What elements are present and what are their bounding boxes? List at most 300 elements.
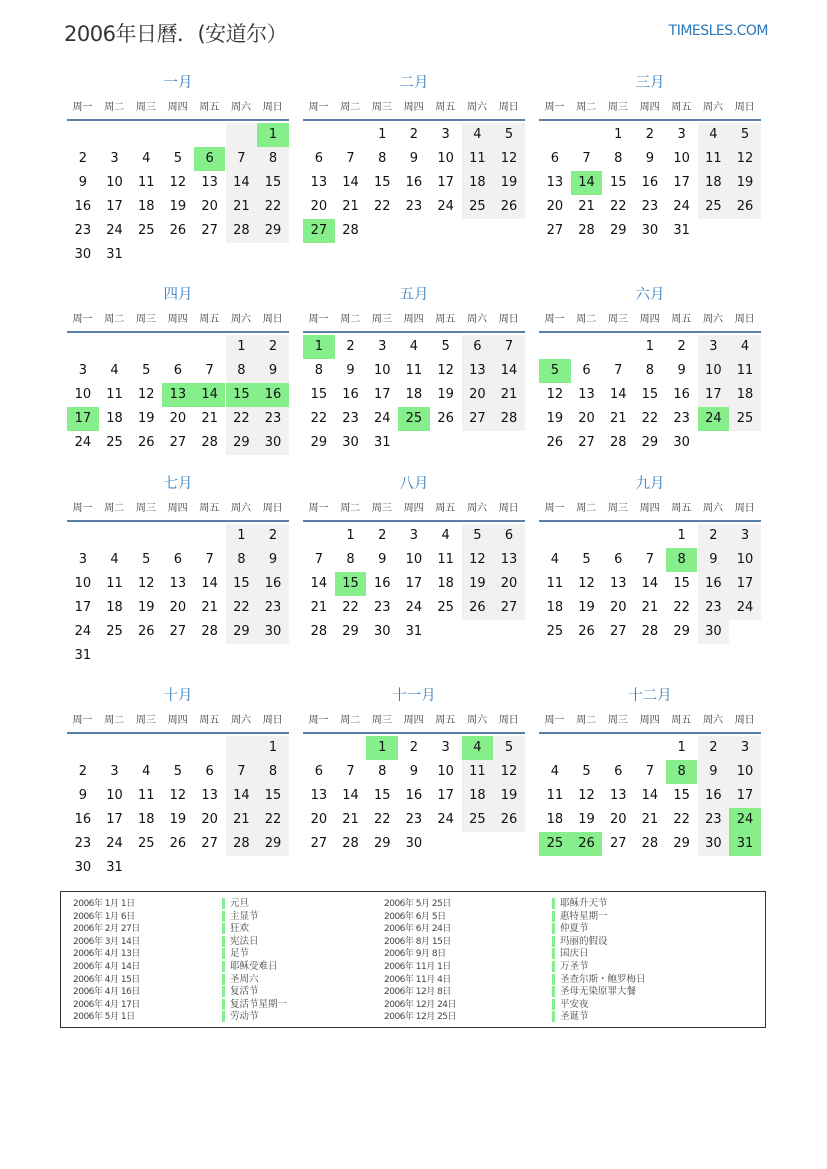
day-cell[interactable]: 8 xyxy=(645,363,655,378)
day-cell[interactable]: 30 xyxy=(698,620,730,644)
day-cell[interactable]: 16 xyxy=(698,784,730,808)
day-cell[interactable]: 9 xyxy=(78,788,87,803)
day-cell[interactable]: 9 xyxy=(645,151,655,166)
day-cell[interactable]: 10 xyxy=(106,788,123,803)
day-cell[interactable]: 18 xyxy=(729,383,761,407)
day-cell[interactable]: 23 xyxy=(698,596,730,620)
day-cell[interactable]: 29 xyxy=(373,836,391,851)
day-cell[interactable]: 3 xyxy=(698,335,730,359)
day-cell[interactable]: 4 xyxy=(409,339,419,354)
day-cell[interactable]: 28 xyxy=(641,624,659,639)
day-cell[interactable]: 13 xyxy=(201,175,218,190)
day-cell[interactable]: 9 xyxy=(78,175,87,190)
day-cell[interactable]: 3 xyxy=(110,764,119,779)
day-cell[interactable]: 28 xyxy=(641,836,659,851)
day-cell[interactable]: 3 xyxy=(729,736,761,760)
day-cell[interactable]: 26 xyxy=(729,195,761,219)
day-cell[interactable]: 4 xyxy=(441,528,450,543)
day-cell[interactable]: 1 xyxy=(645,339,655,354)
day-cell[interactable]: 24 xyxy=(106,836,123,851)
day-cell[interactable]: 6 xyxy=(614,552,623,567)
day-cell[interactable]: 3 xyxy=(441,740,450,755)
day-cell[interactable]: 12 xyxy=(462,548,494,572)
holiday-day-cell[interactable]: 1 xyxy=(257,123,289,147)
day-cell[interactable]: 3 xyxy=(441,127,450,142)
holiday-day-cell[interactable]: 14 xyxy=(194,383,226,407)
day-cell[interactable]: 24 xyxy=(106,223,123,238)
day-cell[interactable]: 29 xyxy=(257,219,289,243)
day-cell[interactable]: 28 xyxy=(578,223,595,238)
day-cell[interactable]: 31 xyxy=(405,624,423,639)
day-cell[interactable]: 3 xyxy=(78,552,87,567)
day-cell[interactable]: 6 xyxy=(550,151,559,166)
day-cell[interactable]: 13 xyxy=(310,788,328,803)
day-cell[interactable]: 4 xyxy=(698,123,730,147)
day-cell[interactable]: 5 xyxy=(493,123,525,147)
day-cell[interactable]: 9 xyxy=(378,552,387,567)
holiday-day-cell[interactable]: 24 xyxy=(698,407,730,431)
day-cell[interactable]: 15 xyxy=(257,784,289,808)
day-cell[interactable]: 29 xyxy=(257,832,289,856)
day-cell[interactable]: 8 xyxy=(378,764,387,779)
day-cell[interactable]: 14 xyxy=(641,788,659,803)
day-cell[interactable]: 5 xyxy=(142,363,151,378)
day-cell[interactable]: 8 xyxy=(378,151,387,166)
day-cell[interactable]: 9 xyxy=(409,151,419,166)
day-cell[interactable]: 1 xyxy=(346,528,355,543)
day-cell[interactable]: 20 xyxy=(578,411,595,426)
day-cell[interactable]: 1 xyxy=(257,736,289,760)
day-cell[interactable]: 19 xyxy=(137,600,155,615)
day-cell[interactable]: 20 xyxy=(169,600,187,615)
day-cell[interactable]: 10 xyxy=(729,548,761,572)
day-cell[interactable]: 10 xyxy=(74,576,92,591)
day-cell[interactable]: 27 xyxy=(493,596,525,620)
day-cell[interactable]: 30 xyxy=(342,435,359,450)
day-cell[interactable]: 25 xyxy=(137,223,155,238)
day-cell[interactable]: 13 xyxy=(578,387,595,402)
day-cell[interactable]: 2 xyxy=(409,127,419,142)
day-cell[interactable]: 4 xyxy=(550,552,559,567)
day-cell[interactable]: 1 xyxy=(614,127,623,142)
day-cell[interactable]: 26 xyxy=(493,195,525,219)
day-cell[interactable]: 22 xyxy=(257,195,289,219)
day-cell[interactable]: 8 xyxy=(614,151,623,166)
day-cell[interactable]: 25 xyxy=(729,407,761,431)
day-cell[interactable]: 29 xyxy=(226,431,258,455)
day-cell[interactable]: 6 xyxy=(314,151,323,166)
day-cell[interactable]: 14 xyxy=(226,171,258,195)
day-cell[interactable]: 8 xyxy=(226,359,258,383)
day-cell[interactable]: 2 xyxy=(78,764,87,779)
day-cell[interactable]: 17 xyxy=(437,788,454,803)
day-cell[interactable]: 13 xyxy=(310,175,328,190)
day-cell[interactable]: 14 xyxy=(641,576,659,591)
day-cell[interactable]: 29 xyxy=(310,435,328,450)
day-cell[interactable]: 21 xyxy=(310,600,328,615)
holiday-day-cell[interactable]: 5 xyxy=(539,359,571,383)
day-cell[interactable]: 7 xyxy=(226,760,258,784)
day-cell[interactable]: 20 xyxy=(201,199,218,214)
day-cell[interactable]: 31 xyxy=(373,435,391,450)
day-cell[interactable]: 19 xyxy=(437,387,454,402)
holiday-day-cell[interactable]: 16 xyxy=(257,383,289,407)
holiday-day-cell[interactable]: 31 xyxy=(729,832,761,856)
day-cell[interactable]: 14 xyxy=(310,576,328,591)
day-cell[interactable]: 30 xyxy=(373,624,391,639)
day-cell[interactable]: 11 xyxy=(405,363,423,378)
day-cell[interactable]: 11 xyxy=(106,576,123,591)
day-cell[interactable]: 25 xyxy=(462,808,494,832)
day-cell[interactable]: 30 xyxy=(405,836,423,851)
day-cell[interactable]: 11 xyxy=(437,552,454,567)
day-cell[interactable]: 11 xyxy=(546,576,564,591)
day-cell[interactable]: 16 xyxy=(257,572,289,596)
day-cell[interactable]: 22 xyxy=(373,812,391,827)
day-cell[interactable]: 21 xyxy=(201,411,218,426)
day-cell[interactable]: 17 xyxy=(698,383,730,407)
day-cell[interactable]: 13 xyxy=(201,788,218,803)
day-cell[interactable]: 26 xyxy=(493,808,525,832)
day-cell[interactable]: 27 xyxy=(169,435,187,450)
day-cell[interactable]: 14 xyxy=(609,387,627,402)
day-cell[interactable]: 9 xyxy=(257,359,289,383)
day-cell[interactable]: 2 xyxy=(698,524,730,548)
day-cell[interactable]: 16 xyxy=(698,572,730,596)
holiday-day-cell[interactable]: 26 xyxy=(571,832,603,856)
day-cell[interactable]: 21 xyxy=(609,411,627,426)
day-cell[interactable]: 7 xyxy=(645,552,655,567)
day-cell[interactable]: 24 xyxy=(437,199,454,214)
day-cell[interactable]: 16 xyxy=(641,175,659,190)
day-cell[interactable]: 12 xyxy=(169,788,187,803)
day-cell[interactable]: 15 xyxy=(257,171,289,195)
day-cell[interactable]: 1 xyxy=(378,127,387,142)
day-cell[interactable]: 2 xyxy=(645,127,655,142)
day-cell[interactable]: 21 xyxy=(493,383,525,407)
day-cell[interactable]: 27 xyxy=(201,836,218,851)
holiday-day-cell[interactable]: 25 xyxy=(398,407,430,431)
day-cell[interactable]: 2 xyxy=(409,740,419,755)
day-cell[interactable]: 25 xyxy=(462,195,494,219)
day-cell[interactable]: 15 xyxy=(673,576,690,591)
day-cell[interactable]: 26 xyxy=(546,435,564,450)
day-cell[interactable]: 27 xyxy=(169,624,187,639)
day-cell[interactable]: 10 xyxy=(729,760,761,784)
day-cell[interactable]: 27 xyxy=(201,223,218,238)
day-cell[interactable]: 22 xyxy=(609,199,627,214)
day-cell[interactable]: 5 xyxy=(173,764,183,779)
day-cell[interactable]: 6 xyxy=(173,363,183,378)
day-cell[interactable]: 17 xyxy=(437,175,454,190)
day-cell[interactable]: 20 xyxy=(310,199,328,214)
day-cell[interactable]: 19 xyxy=(137,411,155,426)
day-cell[interactable]: 23 xyxy=(373,600,391,615)
day-cell[interactable]: 15 xyxy=(609,175,627,190)
day-cell[interactable]: 20 xyxy=(310,812,328,827)
day-cell[interactable]: 18 xyxy=(437,576,454,591)
day-cell[interactable]: 27 xyxy=(462,407,494,431)
day-cell[interactable]: 24 xyxy=(373,411,391,426)
day-cell[interactable]: 9 xyxy=(677,363,686,378)
day-cell[interactable]: 26 xyxy=(169,223,187,238)
day-cell[interactable]: 12 xyxy=(578,788,595,803)
day-cell[interactable]: 27 xyxy=(609,624,627,639)
day-cell[interactable]: 17 xyxy=(673,175,690,190)
day-cell[interactable]: 11 xyxy=(698,147,730,171)
day-cell[interactable]: 26 xyxy=(137,435,155,450)
day-cell[interactable]: 11 xyxy=(462,147,494,171)
day-cell[interactable]: 13 xyxy=(609,576,627,591)
day-cell[interactable]: 21 xyxy=(641,812,659,827)
day-cell[interactable]: 25 xyxy=(106,624,123,639)
day-cell[interactable]: 3 xyxy=(729,524,761,548)
holiday-day-cell[interactable]: 6 xyxy=(194,147,226,171)
day-cell[interactable]: 18 xyxy=(546,812,564,827)
day-cell[interactable]: 28 xyxy=(201,435,218,450)
holiday-day-cell[interactable]: 15 xyxy=(335,572,367,596)
day-cell[interactable]: 24 xyxy=(405,600,423,615)
day-cell[interactable]: 17 xyxy=(729,572,761,596)
day-cell[interactable]: 26 xyxy=(137,624,155,639)
day-cell[interactable]: 23 xyxy=(257,407,289,431)
day-cell[interactable]: 24 xyxy=(673,199,690,214)
day-cell[interactable]: 8 xyxy=(257,147,289,171)
holiday-day-cell[interactable]: 27 xyxy=(303,219,335,243)
day-cell[interactable]: 21 xyxy=(641,600,659,615)
day-cell[interactable]: 23 xyxy=(74,223,92,238)
day-cell[interactable]: 6 xyxy=(462,335,494,359)
day-cell[interactable]: 25 xyxy=(546,624,564,639)
day-cell[interactable]: 23 xyxy=(641,199,659,214)
day-cell[interactable]: 15 xyxy=(373,788,391,803)
day-cell[interactable]: 16 xyxy=(342,387,359,402)
day-cell[interactable]: 3 xyxy=(677,127,686,142)
day-cell[interactable]: 17 xyxy=(405,576,423,591)
day-cell[interactable]: 20 xyxy=(546,199,564,214)
day-cell[interactable]: 22 xyxy=(641,411,659,426)
day-cell[interactable]: 4 xyxy=(142,764,151,779)
day-cell[interactable]: 12 xyxy=(137,576,155,591)
holiday-day-cell[interactable]: 24 xyxy=(729,808,761,832)
day-cell[interactable]: 6 xyxy=(173,552,183,567)
day-cell[interactable]: 12 xyxy=(493,760,525,784)
day-cell[interactable]: 28 xyxy=(310,624,328,639)
day-cell[interactable]: 29 xyxy=(641,435,659,450)
day-cell[interactable]: 24 xyxy=(437,812,454,827)
day-cell[interactable]: 19 xyxy=(169,199,187,214)
day-cell[interactable]: 24 xyxy=(74,624,92,639)
day-cell[interactable]: 18 xyxy=(546,600,564,615)
day-cell[interactable]: 26 xyxy=(462,596,494,620)
day-cell[interactable]: 21 xyxy=(342,199,359,214)
day-cell[interactable]: 11 xyxy=(462,760,494,784)
day-cell[interactable]: 18 xyxy=(106,411,123,426)
day-cell[interactable]: 29 xyxy=(673,836,690,851)
day-cell[interactable]: 16 xyxy=(74,812,92,827)
day-cell[interactable]: 19 xyxy=(729,171,761,195)
holiday-day-cell[interactable]: 1 xyxy=(303,335,335,359)
day-cell[interactable]: 20 xyxy=(201,812,218,827)
day-cell[interactable]: 12 xyxy=(546,387,564,402)
day-cell[interactable]: 22 xyxy=(373,199,391,214)
holiday-day-cell[interactable]: 1 xyxy=(366,736,398,760)
day-cell[interactable]: 16 xyxy=(405,788,423,803)
day-cell[interactable]: 17 xyxy=(729,784,761,808)
day-cell[interactable]: 18 xyxy=(137,199,155,214)
day-cell[interactable]: 13 xyxy=(609,788,627,803)
day-cell[interactable]: 28 xyxy=(201,624,218,639)
day-cell[interactable]: 30 xyxy=(698,832,730,856)
day-cell[interactable]: 23 xyxy=(342,411,359,426)
day-cell[interactable]: 6 xyxy=(493,524,525,548)
holiday-day-cell[interactable]: 17 xyxy=(67,407,99,431)
holiday-day-cell[interactable]: 13 xyxy=(162,383,194,407)
day-cell[interactable]: 1 xyxy=(226,524,258,548)
day-cell[interactable]: 28 xyxy=(342,223,359,238)
day-cell[interactable]: 16 xyxy=(405,175,423,190)
day-cell[interactable]: 12 xyxy=(578,576,595,591)
day-cell[interactable]: 25 xyxy=(698,195,730,219)
holiday-day-cell[interactable]: 25 xyxy=(539,832,571,856)
day-cell[interactable]: 3 xyxy=(409,528,419,543)
day-cell[interactable]: 6 xyxy=(582,363,591,378)
day-cell[interactable]: 27 xyxy=(578,435,595,450)
day-cell[interactable]: 30 xyxy=(257,431,289,455)
day-cell[interactable]: 6 xyxy=(314,764,323,779)
day-cell[interactable]: 8 xyxy=(257,760,289,784)
day-cell[interactable]: 22 xyxy=(226,407,258,431)
day-cell[interactable]: 4 xyxy=(110,363,119,378)
holiday-day-cell[interactable]: 14 xyxy=(571,171,603,195)
day-cell[interactable]: 11 xyxy=(137,788,155,803)
day-cell[interactable]: 12 xyxy=(729,147,761,171)
day-cell[interactable]: 5 xyxy=(493,736,525,760)
day-cell[interactable]: 5 xyxy=(729,123,761,147)
day-cell[interactable]: 13 xyxy=(493,548,525,572)
holiday-day-cell[interactable]: 15 xyxy=(226,383,258,407)
day-cell[interactable]: 24 xyxy=(74,435,92,450)
day-cell[interactable]: 11 xyxy=(137,175,155,190)
day-cell[interactable]: 30 xyxy=(673,435,690,450)
day-cell[interactable]: 10 xyxy=(373,363,391,378)
day-cell[interactable]: 12 xyxy=(437,363,454,378)
day-cell[interactable]: 28 xyxy=(226,219,258,243)
day-cell[interactable]: 3 xyxy=(110,151,119,166)
day-cell[interactable]: 13 xyxy=(462,359,494,383)
day-cell[interactable]: 7 xyxy=(493,335,525,359)
day-cell[interactable]: 23 xyxy=(257,596,289,620)
day-cell[interactable]: 27 xyxy=(310,836,328,851)
day-cell[interactable]: 4 xyxy=(729,335,761,359)
day-cell[interactable]: 20 xyxy=(169,411,187,426)
day-cell[interactable]: 22 xyxy=(673,600,690,615)
day-cell[interactable]: 11 xyxy=(106,387,123,402)
day-cell[interactable]: 24 xyxy=(729,596,761,620)
day-cell[interactable]: 25 xyxy=(437,600,454,615)
day-cell[interactable]: 2 xyxy=(257,335,289,359)
day-cell[interactable]: 2 xyxy=(698,736,730,760)
day-cell[interactable]: 30 xyxy=(257,620,289,644)
day-cell[interactable]: 17 xyxy=(74,600,92,615)
day-cell[interactable]: 7 xyxy=(346,151,355,166)
day-cell[interactable]: 8 xyxy=(226,548,258,572)
day-cell[interactable]: 12 xyxy=(137,387,155,402)
day-cell[interactable]: 12 xyxy=(493,147,525,171)
day-cell[interactable]: 9 xyxy=(698,548,730,572)
day-cell[interactable]: 26 xyxy=(437,411,454,426)
day-cell[interactable]: 5 xyxy=(142,552,151,567)
day-cell[interactable]: 10 xyxy=(673,151,690,166)
day-cell[interactable]: 7 xyxy=(614,363,623,378)
day-cell[interactable]: 18 xyxy=(137,812,155,827)
day-cell[interactable]: 22 xyxy=(257,808,289,832)
day-cell[interactable]: 23 xyxy=(74,836,92,851)
day-cell[interactable]: 15 xyxy=(373,175,391,190)
day-cell[interactable]: 25 xyxy=(106,435,123,450)
day-cell[interactable]: 21 xyxy=(201,600,218,615)
day-cell[interactable]: 29 xyxy=(609,223,627,238)
day-cell[interactable]: 6 xyxy=(614,764,623,779)
day-cell[interactable]: 18 xyxy=(462,784,494,808)
day-cell[interactable]: 21 xyxy=(226,195,258,219)
day-cell[interactable]: 21 xyxy=(226,808,258,832)
day-cell[interactable]: 6 xyxy=(205,764,214,779)
day-cell[interactable]: 29 xyxy=(342,624,359,639)
day-cell[interactable]: 18 xyxy=(698,171,730,195)
day-cell[interactable]: 16 xyxy=(74,199,92,214)
day-cell[interactable]: 26 xyxy=(169,836,187,851)
day-cell[interactable]: 7 xyxy=(314,552,323,567)
day-cell[interactable]: 14 xyxy=(342,788,359,803)
day-cell[interactable]: 5 xyxy=(441,339,450,354)
day-cell[interactable]: 27 xyxy=(546,223,564,238)
holiday-day-cell[interactable]: 8 xyxy=(666,548,698,572)
day-cell[interactable]: 7 xyxy=(346,764,355,779)
holiday-day-cell[interactable]: 4 xyxy=(462,736,494,760)
day-cell[interactable]: 18 xyxy=(106,600,123,615)
day-cell[interactable]: 23 xyxy=(405,199,423,214)
day-cell[interactable]: 2 xyxy=(378,528,387,543)
day-cell[interactable]: 21 xyxy=(342,812,359,827)
day-cell[interactable]: 28 xyxy=(342,836,359,851)
day-cell[interactable]: 20 xyxy=(609,600,627,615)
day-cell[interactable]: 16 xyxy=(673,387,690,402)
day-cell[interactable]: 9 xyxy=(346,363,355,378)
day-cell[interactable]: 13 xyxy=(546,175,564,190)
day-cell[interactable]: 7 xyxy=(645,764,655,779)
day-cell[interactable]: 10 xyxy=(405,552,423,567)
day-cell[interactable]: 10 xyxy=(74,387,92,402)
day-cell[interactable]: 2 xyxy=(677,339,686,354)
day-cell[interactable]: 9 xyxy=(698,760,730,784)
day-cell[interactable]: 2 xyxy=(346,339,355,354)
day-cell[interactable]: 15 xyxy=(226,572,258,596)
day-cell[interactable]: 19 xyxy=(169,812,187,827)
day-cell[interactable]: 22 xyxy=(342,600,359,615)
day-cell[interactable]: 3 xyxy=(78,363,87,378)
holiday-day-cell[interactable]: 8 xyxy=(666,760,698,784)
brand-logo[interactable]: TIMESLES.COM xyxy=(668,23,768,39)
day-cell[interactable]: 31 xyxy=(106,247,123,262)
day-cell[interactable]: 8 xyxy=(346,552,355,567)
day-cell[interactable]: 1 xyxy=(677,528,686,543)
day-cell[interactable]: 19 xyxy=(546,411,564,426)
day-cell[interactable]: 10 xyxy=(437,764,454,779)
day-cell[interactable]: 5 xyxy=(173,151,183,166)
day-cell[interactable]: 30 xyxy=(641,223,659,238)
day-cell[interactable]: 7 xyxy=(205,363,214,378)
